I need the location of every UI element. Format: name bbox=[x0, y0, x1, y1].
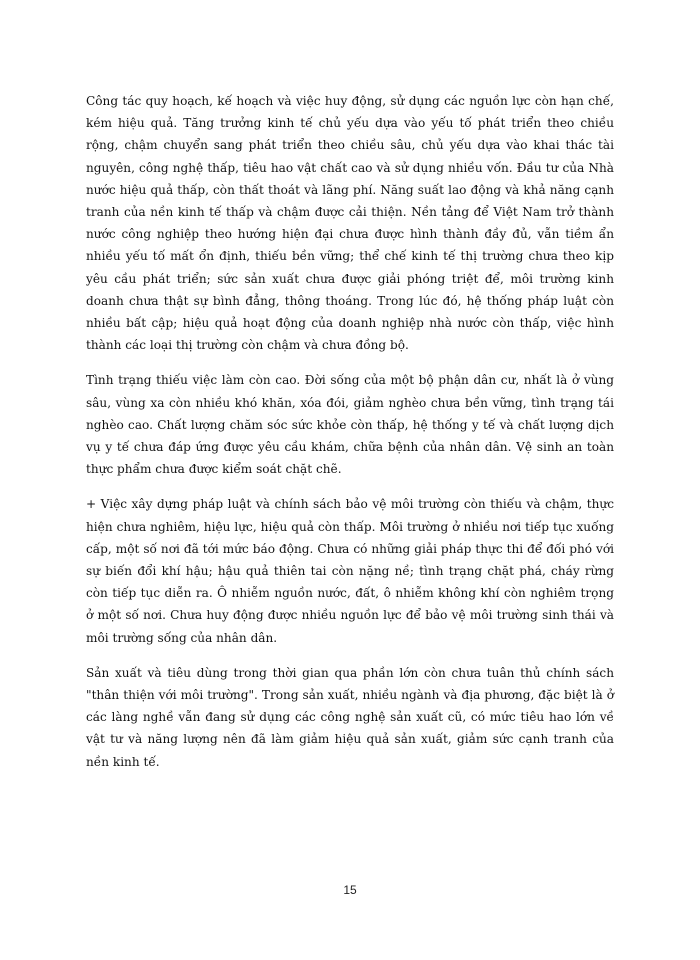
page-number: 15 bbox=[343, 883, 357, 897]
paragraph-production-consumption: Sản xuất và tiêu dùng trong thời gian qua phần lớn còn chưa tuân thủ chính sách "thân thiện với môi trường". Trong sản xuất, nhiều ngành và địa phương, đặc biệt là ở các làng nghề vẫn đang sử dụng các công nghệ sản xuất cũ, có mức tiêu hao lớn về vật tư và năng lượng nên đã làm giảm hiệu quả sản xuất, giảm sức cạnh tranh của nền kinh tế. bbox=[86, 665, 614, 769]
paragraph-social-issues: Tình trạng thiếu việc làm còn cao. Đời sống của một bộ phận dân cư, nhất là ở vùng sâu, vùng xa còn nhiều khó khăn, xóa đói, giảm nghèo chưa bền vững, tình trạng tái nghèo cao. Chất lượng chăm sóc sức khỏe còn thấp, hệ thống y tế và chất lượng dịch vụ y tế chưa đáp ứng được yêu cầu khám, chữa bệnh của nhân dân. Vệ sinh an toàn thực phẩm chưa được kiểm soát chặt chẽ. bbox=[86, 373, 614, 477]
paragraph-economic-limitations: Công tác quy hoạch, kế hoạch và việc huy động, sử dụng các nguồn lực còn hạn chế, kém hiệu quả. Tăng trưởng kinh tế chủ yếu dựa vào yếu tố phát triển theo chiều rộng, chậm chuyển sang phát triển theo chiều sâu, chủ yếu dựa vào khai thác tài nguyên, công nghệ thấp, tiêu hao vật chất cao và sử dụng nhiều vốn. Đầu tư của Nhà nước hiệu quả thấp, còn thất thoát và lãng phí. Năng suất lao động và khả năng cạnh tranh của nền kinh tế thấp và chậm được cải thiện. Nền tảng để Việt Nam trở thành nước công nghiệp theo hướng hiện đại chưa được hình thành đầy đủ, vẫn tiềm ẩn nhiều yếu tố mất ổn định, thiếu bền vững; thể chế kinh tế thị trường chưa theo kịp yêu cầu phát triển; sức sản xuất chưa được giải phóng triệt để, môi trường kinh doanh chưa thật sự bình đẳng, thông thoáng. Trong lúc đó, hệ thống pháp luật còn nhiều bất cập; hiệu quả hoạt động của doanh nghiệp nhà nước còn thấp, việc hình thành các loại thị trường còn chậm và chưa đồng bộ. bbox=[86, 94, 614, 353]
paragraph-environment-policy: + Việc xây dựng pháp luật và chính sách bảo vệ môi trường còn thiếu và chậm, thực hiện chưa nghiêm, hiệu lực, hiệu quả còn thấp. Môi trường ở nhiều nơi tiếp tục xuống cấp, một số nơi đã tới mức báo động. Chưa có những giải pháp thực thi để đối phó với sự biến đổi khí hậu; hậu quả thiên tai còn nặng nề; tình trạng chặt phá, cháy rừng còn tiếp tục diễn ra. Ô nhiễm nguồn nước, đất, ô nhiễm không khí còn nghiêm trọng ở một số nơi. Chưa huy động được nhiều nguồn lực để bảo vệ môi trường sinh thái và môi trường sống của nhân dân. bbox=[86, 497, 614, 645]
page-body bbox=[86, 90, 614, 786]
